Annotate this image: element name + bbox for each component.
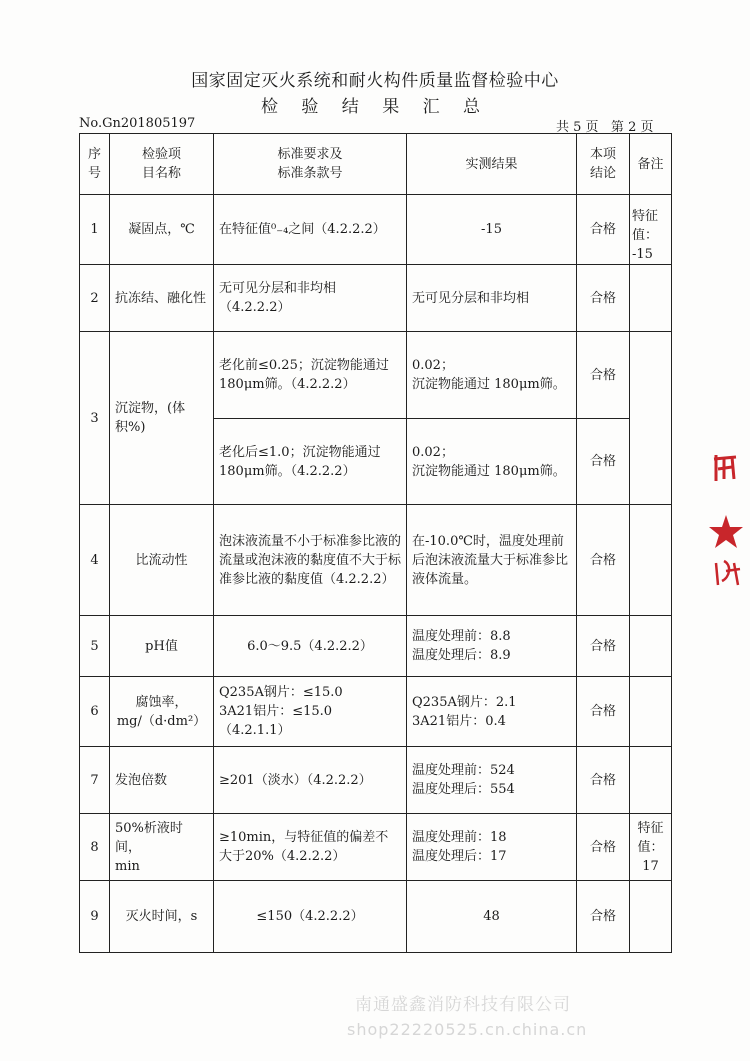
row-item: 灭火时间，s <box>110 881 214 953</box>
header-conclusion: 本项 结论 <box>577 134 630 195</box>
row-item: 抗冻结、融化性 <box>110 265 214 332</box>
row-standard: 6.0～9.5（4.2.2.2） <box>214 616 407 677</box>
row-result: 48 <box>407 881 577 953</box>
row-standard: ≥201（淡水）（4.2.2.2） <box>214 747 407 814</box>
page-info: 共 5 页 第 2 页 <box>556 120 654 135</box>
row-remark <box>630 677 672 747</box>
header-item: 检验项 目名称 <box>110 134 214 195</box>
row-remark <box>630 881 672 953</box>
header-seq: 序 号 <box>80 134 110 195</box>
row-item: 比流动性 <box>110 505 214 616</box>
table-row <box>80 814 672 881</box>
row-seq: 8 <box>80 814 110 881</box>
row-conclusion: 合格 <box>577 505 630 616</box>
row-seq: 7 <box>80 747 110 814</box>
row-standard: 泡沫液流量不小于标准参比液的流量或泡沫液的黏度值不大于标准参比液的黏度值（4.2.2.2） <box>214 505 407 616</box>
row-conclusion: 合格 <box>577 332 630 419</box>
row-remark <box>630 505 672 616</box>
table-row <box>80 747 672 814</box>
doc-number: No.Gn201805197 <box>79 116 196 131</box>
row-seq: 2 <box>80 265 110 332</box>
row-result: 在-10.0℃时，温度处理前后泡沫液流量大于标准参比液体流量。 <box>407 505 577 616</box>
table-row <box>80 505 672 616</box>
row-standard: Q235A钢片：≤15.0 3A21铝片：≤15.0 （4.2.1.1） <box>214 677 407 747</box>
row-seq: 4 <box>80 505 110 616</box>
table-row <box>80 881 672 953</box>
header-remark: 备注 <box>630 134 672 195</box>
row-seq: 9 <box>80 881 110 953</box>
row-conclusion: 合格 <box>577 265 630 332</box>
row-conclusion: 合格 <box>577 814 630 881</box>
row-standard: 在特征值⁰₋₄之间（4.2.2.2） <box>214 195 407 265</box>
row-standard: 无可见分层和非均相 （4.2.2.2） <box>214 265 407 332</box>
row-remark <box>630 265 672 332</box>
row-remark <box>630 332 672 505</box>
row-result: 0.02； 沉淀物能通过 180μm筛。 <box>407 419 577 505</box>
row-result: 温度处理前：524 温度处理后：554 <box>407 747 577 814</box>
table-row <box>80 616 672 677</box>
row-remark <box>630 616 672 677</box>
row-seq: 3 <box>80 332 110 505</box>
table-body <box>80 195 672 953</box>
table-row <box>80 265 672 332</box>
row-standard: ≥10min，与特征值的偏差不大于20%（4.2.2.2） <box>214 814 407 881</box>
star-seal-icon <box>709 455 743 585</box>
row-result: -15 <box>407 195 577 265</box>
table-row <box>80 677 672 747</box>
row-conclusion: 合格 <box>577 616 630 677</box>
row-item: pH值 <box>110 616 214 677</box>
row-item: 沉淀物，(体积%) <box>110 332 214 505</box>
row-standard: 老化前≤0.25；沉淀物能通过180μm筛。（4.2.2.2） <box>214 332 407 419</box>
row-remark: 特征值： -15 <box>630 195 672 265</box>
row-conclusion: 合格 <box>577 195 630 265</box>
row-standard: 老化后≤1.0；沉淀物能通过180μm筛。（4.2.2.2） <box>214 419 407 505</box>
header-result: 实测结果 <box>407 134 577 195</box>
row-seq: 6 <box>80 677 110 747</box>
table-header-row <box>80 134 672 195</box>
red-seal-stamp <box>704 445 750 605</box>
row-conclusion: 合格 <box>577 881 630 953</box>
watermark-company: 南通盛鑫消防科技有限公司 <box>355 995 571 1015</box>
row-result: 温度处理前：8.8 温度处理后：8.9 <box>407 616 577 677</box>
org-title: 国家固定灭火系统和耐火构件质量监督检验中心 <box>191 71 559 91</box>
row-result: 0.02； 沉淀物能通过 180μm筛。 <box>407 332 577 419</box>
table-row <box>80 332 672 419</box>
row-result: 温度处理前：18 温度处理后：17 <box>407 814 577 881</box>
row-remark <box>630 747 672 814</box>
row-item: 凝固点，℃ <box>110 195 214 265</box>
row-item: 腐蚀率， mg/（d·dm²） <box>110 677 214 747</box>
row-result: Q235A钢片：2.1 3A21铝片：0.4 <box>407 677 577 747</box>
row-item: 50%析液时间， min <box>110 814 214 881</box>
header-standard: 标准要求及 标准条款号 <box>214 134 407 195</box>
watermark-url: shop22220525.cn.china.cn <box>347 1020 588 1039</box>
row-remark: 特征值： 17 <box>630 814 672 881</box>
row-item: 发泡倍数 <box>110 747 214 814</box>
row-result: 无可见分层和非均相 <box>407 265 577 332</box>
row-conclusion: 合格 <box>577 677 630 747</box>
row-seq: 5 <box>80 616 110 677</box>
table-row <box>80 195 672 265</box>
row-conclusion: 合格 <box>577 747 630 814</box>
results-table <box>79 133 672 953</box>
doc-title: 检 验 结 果 汇 总 <box>260 97 490 117</box>
row-conclusion: 合格 <box>577 419 630 505</box>
row-standard: ≤150（4.2.2.2） <box>214 881 407 953</box>
row-seq: 1 <box>80 195 110 265</box>
